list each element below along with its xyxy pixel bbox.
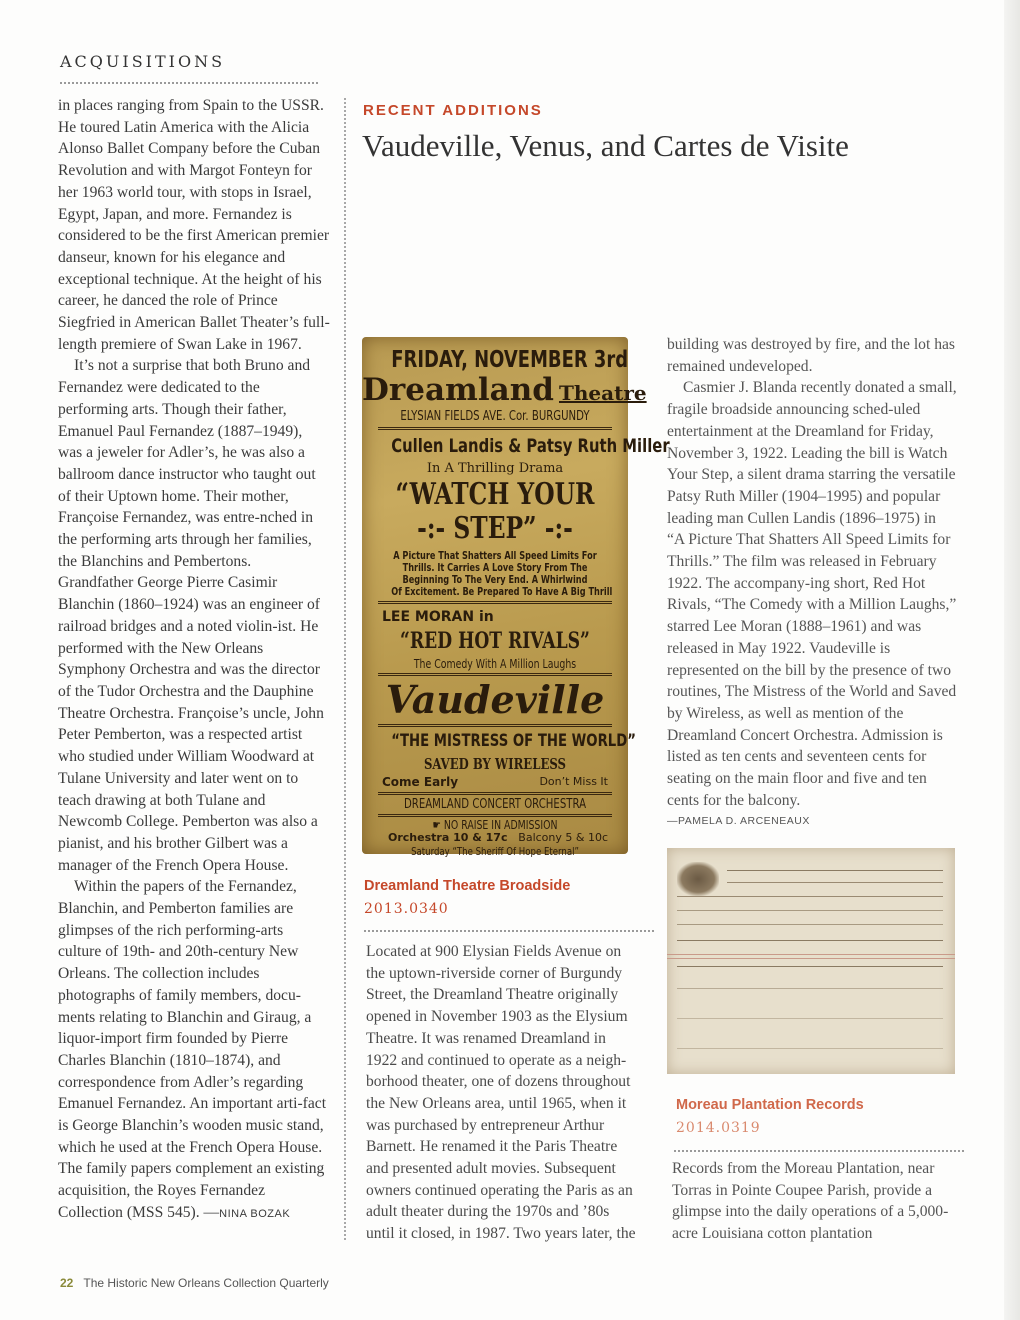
right-paragraph-2: Casmier J. Blanda recently donated a small, fragile broadside announcing sched-uled entertainment at the Dreamland for Friday, November 3, 1922. Leading the bill is Watch Your Step, a silent drama starring the versatile Patsy Ruth Miller (1904–1995) and popular leading man Cullen Landis (1896–1975) in “A Picture That Shatters All Speed Limits for Thrills.” The film was released in February 1922. The accompany-ing short, Red Hot Rivals, “The Comedy with a Million Laughs,” starred Lee Moran (1888–1961) and was released in May 1922. Vaudeville is represented on the bill by the presence of two routines, The Mistress of the World and Saved by Wireless, as well as mention of the Dreamland Concert Orchestra. Admission is listed as ten cents and seventeen cents for seating on the main floor and five and ten cents for the balcony. [667,379,957,809]
footer [60,1276,329,1290]
broadside-caption-rule [364,930,654,932]
pointing-hand-icon: ☛ [432,818,444,832]
bs-tagline-4: Of Excitement. Be Prepared To Have A Big Thrill [391,586,613,598]
bs-orchestra-price: Orchestra 10 & 17c [388,831,508,844]
column-divider [344,98,346,1240]
record-line [727,870,943,871]
bs-come-early-row [382,775,608,789]
publication-name: The Historic New Orleans Collection Quarterly [83,1276,329,1290]
broadside-image [362,337,670,858]
record-line [677,924,943,925]
page-number: 22 [60,1276,74,1290]
record-vignette [677,862,719,896]
record-line [677,896,943,897]
bs-come-early: Come Early [382,775,459,789]
left-paragraph-3-text: Within the papers of the Fernandez, Blanchin, and Pemberton families are glimpses of the rich performing-arts culture of 19th- and 20th-century New Orleans. The collection includes photographs of family members, docu-ments relating to Blanchin and Giraug, a liquor-import firm founded by Pierre Charles Blanchin (1810–1874), and correspondence from Adler’s regarding Emanuel Fernandez. An important arti-fact is George Blanchin’s wooden music stand, which he used at the French Opera House. The family papers complement an existing acquisition, the Royes Fernandez Collection (MSS 545). — [58,878,327,1221]
bs-divider [378,601,612,604]
middle-paragraph: Located at 900 Elysian Fields Avenue on the uptown-riverside corner of Burgundy Street, the Dreamland Theatre originally opened in November 1903 as the Elysium Theatre. It was renamed Dreamland in 1922 and continued to operate as a neigh-borhood theater, one of dozens throughout the New Orleans area, until 1965, when it was purchased by entrepreneur Arthur Barnett. He renamed it the Paris Theatre and presented adult movies. Subsequent owners continued operating the Paris as an adult theater during the 1970s and ’80s until it closed, in 1987. Two years later, the [366,943,636,1243]
bs-orchestra: DREAMLAND CONCERT ORCHESTRA [403,797,587,812]
right-column [667,334,957,833]
bs-short-title: “RED HOT RIVALS” [400,628,590,654]
right-paragraph-1: building was destroyed by fire, and the lot has remained undeveloped. [667,336,955,375]
page-edge [1004,0,1020,1320]
bs-theatre-name: Dreamland [362,372,554,408]
bs-theatre [362,372,647,408]
record-line [727,882,943,883]
record-rule-red [667,958,955,959]
record-rule-red [667,954,955,955]
bs-divider [378,673,612,676]
bs-address: ELYSIAN FIELDS AVE. Cor. BURGUNDY [400,409,590,424]
record-line [677,910,943,911]
bs-tagline-2: Thrills. It Carries A Love Story From The [402,562,588,574]
record-line [677,1048,943,1049]
record-caption-title: Moreau Plantation Records [676,1097,864,1113]
bs-date: FRIDAY, NOVEMBER 3rd [391,347,629,373]
middle-column [366,941,636,1245]
record-text-column [672,1158,957,1245]
left-paragraph-3 [58,876,330,1225]
section-rule [60,82,318,84]
feature-kicker: RECENT ADDITIONS [363,102,543,119]
record-line [677,1018,943,1019]
record-caption-number: 2014.0319 [676,1120,761,1136]
bs-divider [378,427,612,430]
bs-theatre-word: Theatre [559,381,647,405]
bs-bottom-line: Saturday “The Sheriff Of Hope Eternal” [411,845,579,858]
broadside-caption-title: Dreamland Theatre Broadside [364,878,571,894]
bs-drama-line: In A Thrilling Drama [426,461,564,476]
bs-film-title-1: “WATCH YOUR [395,477,595,512]
feature-headline: Vaudeville, Venus, and Cartes de Visite [362,128,849,163]
plantation-record-image [667,848,955,1074]
record-paragraph: Records from the Moreau Plantation, near Torras in Pointe Coupee Parish, provide a glimpse into the daily operations of a 5,000-acre Louisiana cotton plantation [672,1160,949,1243]
left-signature: NINA BOZAK [219,1207,291,1220]
left-paragraph-1: in places ranging from Spain to the USSR. He toured Latin America with the Alicia Alonso Ballet Company before the Cuban Revolution and with Margot Fonteyn for her 1963 world tour, with stops in Israel, Egypt, Japan, and more. Fernandez is considered to be the first American premier danseur, known for his elegance and exceptional technique. At the height of his career, he danced the role of Prince Siegfried in American Ballet Theater’s full-length premiere of Swan Lake in 1967. [58,97,330,353]
left-paragraph-2: It’s not a surprise that both Bruno and Fernandez were dedicated to the performing arts. Though their father, Emanuel Paul Fernandez (1887–1949), was a jeweler for Adler’s, he was also a ballroom dance instructor who taught out of their Uptown home. Their mother, Françoise Fernandez, was entre-nched in the performing arts through her families, the Blanchins and Pembertons. Grandfather George Pierre Casimir Blanchin (1860–1924) was an engineer of railroad bridges and a noted violin-ist. He performed with the New Orleans Symphony Orchestra and was the director of the Tudor Orchestra and the Dauphine Theatre Orchestra. Françoise’s uncle, John Peter Pemberton, was a respected artist who studied under William Woodward at Tulane University and later went on to teach drawing at both Tulane and Newcomb College. Pemberton was also a pianist, and his brother Gilbert was a manager of the French Opera House. [58,357,324,874]
record-line [677,988,943,989]
bs-comedy-line: The Comedy With A Million Laughs [413,657,577,671]
broadside-caption-number: 2013.0340 [364,901,449,917]
bs-tagline-1: A Picture That Shatters All Speed Limits For [393,550,597,562]
bs-saved: SAVED BY WIRELESS [423,755,567,773]
bs-divider [378,814,612,817]
bs-dont-miss: Don’t Miss It [539,775,608,788]
bs-divider [378,792,612,795]
bs-divider [378,724,612,727]
bs-lee-moran-row [382,609,608,625]
right-signature: —PAMELA D. ARCENEAUX [667,815,810,828]
record-line [677,940,943,941]
bs-price-row [388,831,608,844]
bs-vaudeville: Vaudeville [385,677,605,722]
record-line [677,966,943,967]
record-caption-rule [674,1150,964,1152]
bs-film-title-2: -:- STEP” -:- [417,511,573,546]
bs-no-raise-text: NO RAISE IN ADMISSION [443,818,558,832]
bs-lee-moran: LEE MORAN in [382,609,494,625]
bs-stars: Cullen Landis & Patsy Ruth Miller [391,435,670,457]
section-label: ACQUISITIONS [60,52,226,71]
left-column [58,95,330,1226]
bs-mistress: “THE MISTRESS OF THE WORLD” [391,731,636,751]
bs-tagline-3: Beginning To The Very End. A Whirlwind [402,574,588,586]
bs-balcony-price: Balcony 5 & 10c [518,831,608,844]
bs-no-raise [391,818,598,832]
